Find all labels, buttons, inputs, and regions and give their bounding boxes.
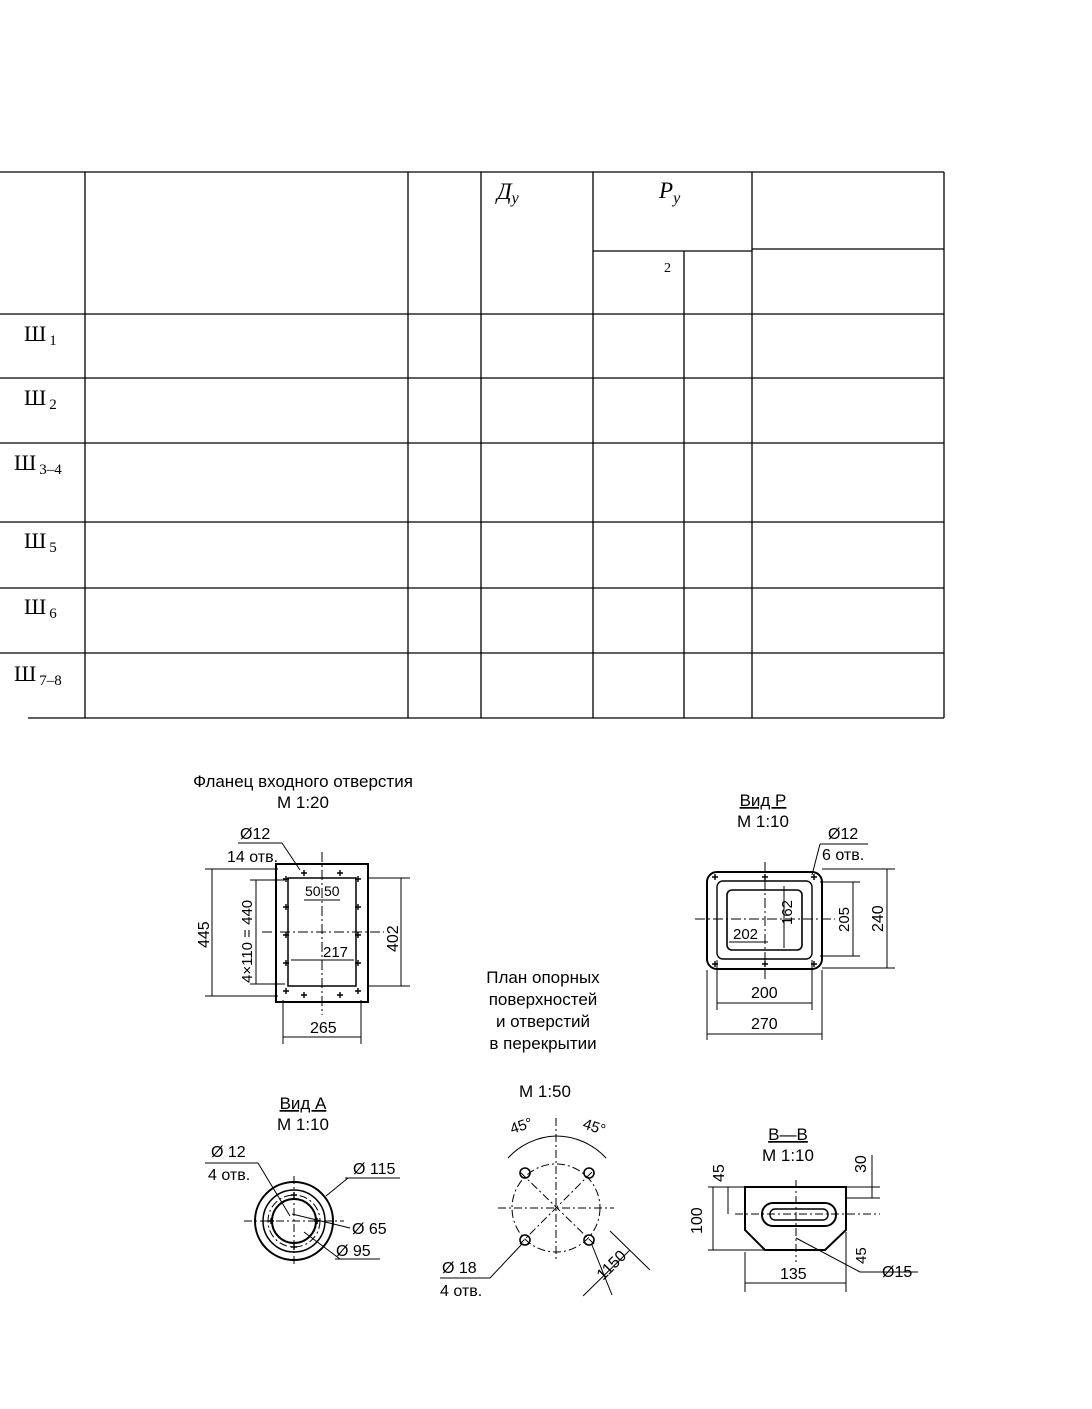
plan-angle-2: 45° [580,1115,608,1139]
view-a-dia-95: Ø 95 [336,1243,371,1260]
view-a-drawing [205,1094,400,1266]
flange-dim-217: 217 [323,944,349,961]
flange-dim-402: 402 [385,925,402,952]
plan-title-line3: и отверстий [495,1012,591,1031]
flange-hole-count: 14 отв. [227,849,279,866]
view-a-dia-115: Ø 115 [353,1161,396,1178]
section-bb-dim-45b: 45 [853,1247,870,1264]
row-label: Ш 5 [24,528,57,556]
header-dy: Ду [497,179,519,207]
view-p-dim-240: 240 [870,905,887,932]
section-bb-dia-15: Ø15 [882,1264,913,1281]
flange-dim-50b: 50 [324,883,340,899]
flange-dim-445: 445 [196,921,213,948]
plan-title-line2: поверхностей [488,990,598,1009]
view-a-dia-65: Ø 65 [352,1221,387,1238]
flange-dim-440: 4×110 = 440 [239,899,256,983]
row-label: Ш 7–8 [14,661,62,689]
flange-hole-dia: Ø12 [240,826,271,843]
plan-hole-count: 4 отв. [440,1283,483,1300]
row-label: Ш 6 [24,594,57,622]
flange-title: Фланец входного отверстия [193,772,413,791]
flange-dim-50a: 50 [305,883,321,899]
row-label: Ш 2 [24,385,57,413]
view-p-hole-count: 6 отв. [822,847,865,864]
header-py-subcolumn: 2 [664,261,671,276]
view-p-dim-205: 205 [836,906,853,932]
section-bb-scale: М 1:10 [762,1146,814,1165]
plan-angle-1: 45° [507,1114,535,1138]
section-bb-drawing [689,1125,918,1292]
view-a-title: Вид А [279,1094,327,1113]
view-p-drawing [695,791,895,1040]
view-a-hole-dia: Ø 12 [211,1144,246,1161]
flange-scale: М 1:20 [277,793,329,812]
view-p-scale: М 1:10 [737,812,789,831]
view-p-dim-202: 202 [733,926,759,943]
flange-dim-265: 265 [310,1020,337,1037]
view-p-dim-162: 162 [779,899,796,925]
view-p-dim-200: 200 [751,985,778,1002]
view-a-scale: М 1:10 [277,1115,329,1134]
section-bb-title: В—В [768,1125,808,1144]
row-label: Ш 3–4 [14,450,62,478]
plan-title-line4: в перекрытии [489,1034,597,1053]
plan-drawing [440,968,650,1300]
view-p-dim-270: 270 [751,1016,778,1033]
section-bb-dim-135: 135 [780,1266,807,1283]
view-p-hole-dia: Ø12 [828,826,859,843]
plan-dim-1150: 1150 [593,1247,631,1284]
header-py: $P_у$ [659,178,681,207]
view-a-hole-count: 4 отв. [208,1167,251,1184]
plan-title-line1: План опорных [486,968,600,987]
row-label: Ш 1 [24,321,57,349]
flange-drawing [193,772,413,1044]
section-bb-dim-45a: 45 [711,1164,728,1182]
plan-scale: М 1:50 [519,1082,571,1101]
view-p-title: Вид Р [739,791,787,810]
spec-table [0,172,944,718]
section-bb-dim-100: 100 [689,1207,706,1234]
section-bb-dim-30: 30 [853,1155,870,1173]
plan-hole-dia: Ø 18 [442,1260,477,1277]
